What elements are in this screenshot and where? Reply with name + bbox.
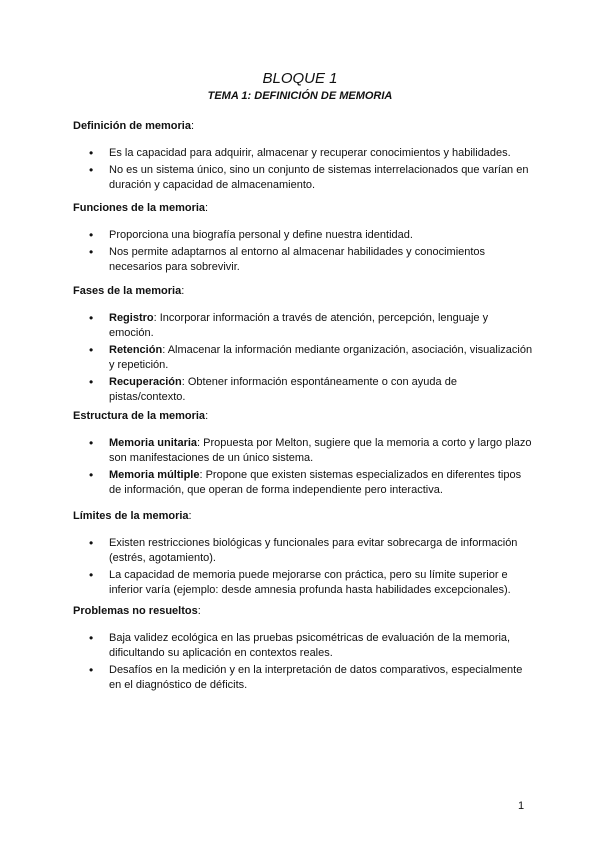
list-item: • Es la capacidad para adquirir, almacenar y recuperar conocimientos y habilidades.: [109, 146, 533, 161]
list-item: • Baja validez ecológica en las pruebas psicométricas de evaluación de la memoria, dificultando su aplicación en contextos reales.: [109, 631, 533, 661]
document-subtitle: TEMA 1: DEFINICIÓN DE MEMORIA: [207, 90, 393, 102]
list-item: • Memoria unitaria: Propuesta por Melton, sugiere que la memoria a corto y largo plazo son manifestaciones de un único sistema.: [109, 436, 533, 466]
bullet-list: [73, 436, 533, 498]
list-item: • Existen restricciones biológicas y funcionales para evitar sobrecarga de información (estrés, agotamiento).: [109, 536, 533, 566]
list-item: • Memoria múltiple: Propone que existen sistemas especializados en diferentes tipos de información, que operan de forma independiente pero interactiva.: [109, 468, 533, 498]
document-title: BLOQUE 1: [262, 70, 338, 87]
section-heading: Funciones de la memoria:: [73, 202, 209, 214]
section-definicion: [73, 119, 533, 195]
list-item: • Retención: Almacenar la información mediante organización, asociación, visualización y repetición.: [109, 343, 533, 373]
list-item: • Proporciona una biografía personal y define nuestra identidad.: [109, 228, 533, 243]
page-number: 1: [518, 800, 525, 812]
section-heading: Problemas no resueltos:: [73, 605, 201, 617]
section-heading: Fases de la memoria:: [73, 285, 185, 297]
section-limites: [73, 509, 533, 600]
section-estructura: [73, 409, 533, 500]
bullet-list: [73, 311, 533, 405]
section-problemas: [73, 604, 533, 695]
list-item: • La capacidad de memoria puede mejorarse con práctica, pero su límite superior e inferior varía (ejemplo: desde amnesia profunda hasta habilidades excepcionales).: [109, 568, 533, 598]
section-heading: Límites de la memoria:: [73, 510, 192, 522]
bullet-list: [73, 631, 533, 693]
section-heading: Estructura de la memoria:: [73, 410, 209, 422]
list-item: • Desafíos en la medición y en la interpretación de datos comparativos, especialmente en el diagnóstico de déficits.: [109, 663, 533, 693]
section-fases: [73, 284, 533, 407]
bullet-list: [73, 536, 533, 598]
list-item: • Recuperación: Obtener información espontáneamente o con ayuda de pistas/contexto.: [109, 375, 533, 405]
bullet-list: [73, 228, 533, 275]
section-heading: Definición de memoria:: [73, 120, 195, 132]
list-item: • No es un sistema único, sino un conjunto de sistemas interrelacionados que varían en duración y capacidad de almacenamiento.: [109, 163, 533, 193]
list-item: • Nos permite adaptarnos al entorno al almacenar habilidades y conocimientos necesarios para sobrevivir.: [109, 245, 533, 275]
list-item: • Registro: Incorporar información a través de atención, percepción, lenguaje y emoción.: [109, 311, 533, 341]
section-funciones: [73, 201, 533, 277]
bullet-list: [73, 146, 533, 193]
